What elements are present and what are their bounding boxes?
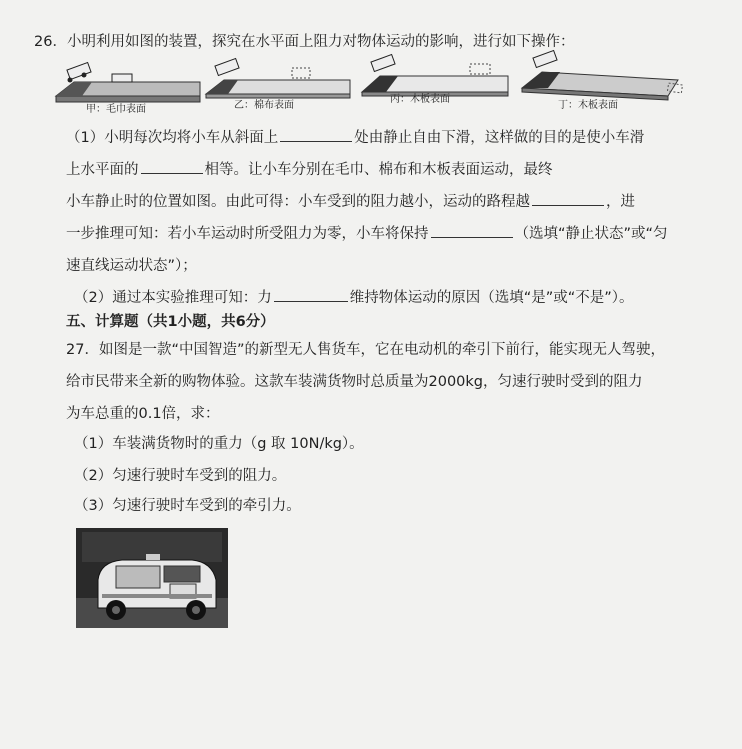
q26-part1-line4: 一步推理可知：若小车运动时所受阻力为零，小车将保持 （选填“静止状态”或“匀 xyxy=(66,226,668,242)
q27-line1: 27．如图是一款“中国智造”的新型无人售货车，它在电动机的牵引下前行，能实现无人驾驶， xyxy=(66,342,665,358)
answer-blank-3[interactable] xyxy=(532,204,604,206)
ramp-diagram-cotton xyxy=(202,54,352,100)
caption-cotton: 乙：棉布表面 xyxy=(234,100,294,111)
q27-line2: 给市民带来全新的购物体验。这款车装满货物时总质量为2000kg，匀速行驶时受到的阻力 xyxy=(66,374,643,390)
q26-part1-line3: 小车静止时的位置如图。由此可得：小车受到的阻力越小，运动的路程越 ，进 xyxy=(66,194,635,210)
answer-blank-5[interactable] xyxy=(274,300,348,302)
q26-part1-line5: 速直线运动状态”）； xyxy=(66,258,197,274)
caption-wood-2: 丁：木板表面 xyxy=(558,100,618,111)
q26-part2: （2）通过本实验推理可知：力 维持物体运动的原因（选填“是”或“不是”）。 xyxy=(74,290,634,306)
q26-part1-line1: （1）小明每次均将小车从斜面上 处由静止自由下滑，这样做的目的是使小车滑 xyxy=(66,130,645,146)
caption-towel: 甲：毛巾表面 xyxy=(86,104,146,115)
q27-sub3: （3）匀速行驶时车受到的牵引力。 xyxy=(74,498,301,514)
vending-vehicle-photo xyxy=(76,528,228,628)
answer-blank-2[interactable] xyxy=(141,172,203,174)
ramp-diagram-towel xyxy=(52,58,202,104)
answer-blank-1[interactable] xyxy=(280,140,352,142)
section-heading: 五、计算题（共1小题，共6分） xyxy=(66,314,275,330)
q26-part1-line2: 上水平面的 相等。让小车分别在毛巾、棉布和木板表面运动，最终 xyxy=(66,162,553,178)
q26-stem: 26．小明利用如图的装置，探究在水平面上阻力对物体运动的影响，进行如下操作： xyxy=(34,34,575,50)
answer-blank-4[interactable] xyxy=(431,236,513,238)
q27-line3: 为车总重的0.1倍，求： xyxy=(66,406,220,422)
q27-sub2: （2）匀速行驶时车受到的阻力。 xyxy=(74,468,287,484)
q27-sub1: （1）车装满货物时的重力（g 取 10N/kg）。 xyxy=(74,436,364,452)
ramp-diagram-frictionless xyxy=(518,50,688,102)
caption-wood-1: 丙：木板表面 xyxy=(390,94,450,105)
